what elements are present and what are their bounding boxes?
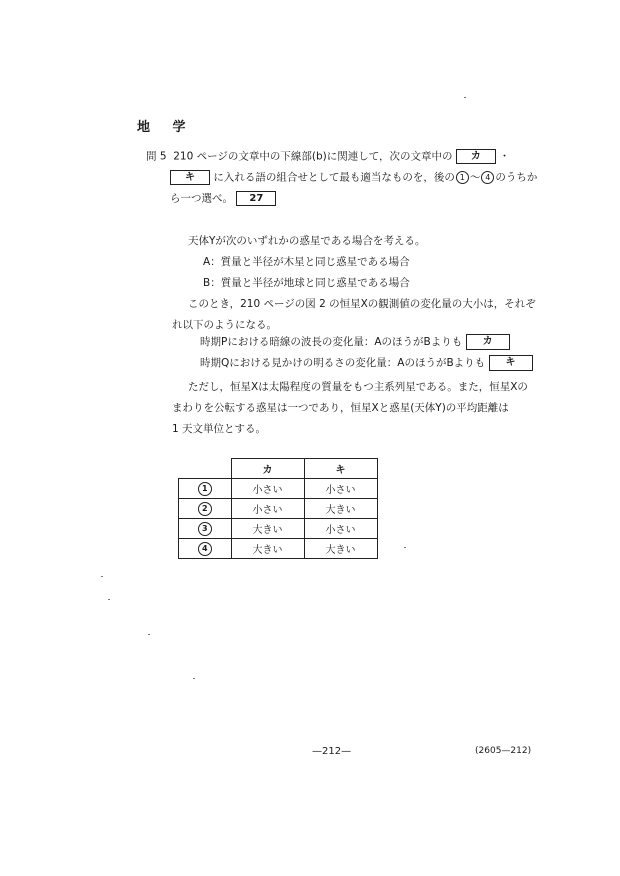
scan-speck [108,599,110,600]
scan-speck [193,678,195,679]
table-header-ki: キ [304,459,377,479]
option-b: B：質量と半径が地球と同じ惑星である場合 [203,277,410,289]
page-number: —212— [312,746,352,757]
passage-intro: 天体Yが次のいずれかの惑星である場合を考える。 [188,235,426,247]
period-p-line [200,334,510,350]
question-number: 問 5 [146,150,167,163]
choice-circle-first: 1 [456,171,469,184]
page-code: (2605—212) [475,746,532,756]
period-p-text: 時期Pにおける暗線の波長の変化量：AのほうがBよりも [200,336,463,348]
choice-circle-last: 4 [481,171,494,184]
table-cell-ka: 小さい [231,479,304,499]
question-text-2-tail: のうちか [495,171,538,184]
table-row [179,479,378,499]
scan-speck [148,634,150,635]
tilde: ～ [469,171,481,184]
scan-speck [101,576,103,577]
option-a: A：質量と半径が木星と同じ惑星である場合 [203,256,410,268]
table-row [179,519,378,539]
scan-speck [464,97,466,98]
table-cell-ka: 大きい [231,519,304,539]
passage-p3-line1: ただし，恒星Xは太陽程度の質量をもつ主系列星である。また，恒星Xの [188,381,528,393]
question-line-2 [170,170,537,185]
row-number-circle: 2 [198,502,212,516]
question-line-3 [170,191,276,206]
choices-table [178,458,378,559]
row-number-circle: 3 [198,522,212,536]
question-text-3: ら一つ選べ。 [170,192,233,205]
question-text-2: に入れる語の組合せとして最も適当なものを，後の [213,171,455,184]
answer-box-ki: キ [170,170,210,185]
period-p-box: カ [466,334,510,350]
table-header-ka: カ [231,459,304,479]
table-header-blank [179,459,232,479]
row-number-circle: 1 [198,482,212,496]
scan-speck [404,547,406,548]
passage-p2-line1: このとき，210 ページの図 2 の恒星Xの観測値の変化量の大小は，それぞ [188,298,536,310]
answer-box-ka: カ [456,149,496,164]
answer-number-box: 27 [236,191,276,206]
passage-p3-line2: まわりを公転する惑星は一つであり，恒星Xと惑星(天体Y)の平均距離は [172,402,509,414]
table-row [179,539,378,559]
table-row [179,499,378,519]
table-cell-ki: 大きい [304,499,377,519]
question-line-1 [146,149,510,164]
table-cell-ki: 大きい [304,539,377,559]
subject-heading: 地 学 [137,120,195,135]
passage-p2-line2: れ以下のようになる。 [172,319,277,331]
table-cell-ka: 大きい [231,539,304,559]
period-q-line [200,355,533,371]
period-q-text: 時期Qにおける見かけの明るさの変化量：AのほうがBよりも [200,357,486,369]
middot: ・ [499,150,510,163]
period-q-box: キ [489,355,533,371]
table-header-row [179,459,378,479]
table-cell-ki: 小さい [304,519,377,539]
table-cell-ki: 小さい [304,479,377,499]
passage-p3-line3: 1 天文単位とする。 [172,423,267,435]
row-number-circle: 4 [198,542,212,556]
table-cell-ka: 小さい [231,499,304,519]
question-text-1: 210 ページの文章中の下線部(b)に関連して，次の文章中の [173,150,453,163]
